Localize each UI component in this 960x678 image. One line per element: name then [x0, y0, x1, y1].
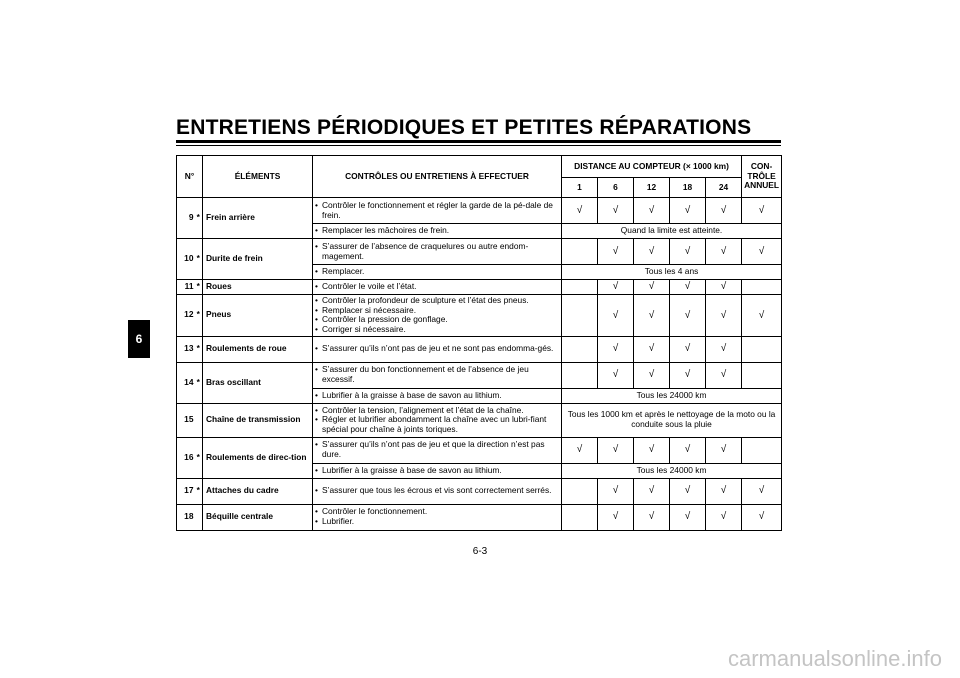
title-rule	[176, 140, 781, 143]
check-mark: √	[670, 280, 706, 295]
maintenance-table	[176, 155, 782, 531]
row-number: 9	[177, 198, 195, 239]
check-mark: √	[706, 336, 742, 362]
check-mark: √	[598, 478, 634, 504]
row-number: 18	[177, 504, 195, 530]
task-line: • Contrôler la pression de gonflage.	[315, 315, 559, 325]
task-line: • Remplacer si nécessaire.	[315, 306, 559, 316]
row-task	[313, 280, 562, 295]
row-number: 17	[177, 478, 195, 504]
row-item: Frein arrière	[203, 198, 313, 239]
row-task	[313, 388, 562, 403]
check-mark: √	[670, 239, 706, 265]
row-asterisk	[195, 403, 203, 437]
task-line: • S’assurer qu’ils n’ont pas de jeu et que la direction n’est pas dure.	[315, 440, 559, 459]
check-mark: √	[742, 504, 782, 530]
task-line: • Contrôler la profondeur de sculpture et l’état des pneus.	[315, 296, 559, 306]
row-task	[313, 239, 562, 265]
task-line: • S’assurer que tous les écrous et vis sont correctement serrés.	[315, 486, 559, 496]
empty-cell	[742, 280, 782, 295]
check-mark: √	[634, 198, 670, 224]
empty-cell	[562, 478, 598, 504]
interval-note: Tous les 1000 km et après le nettoyage de la moto ou la conduite sous la pluie	[562, 403, 782, 437]
check-mark: √	[670, 295, 706, 337]
row-task	[313, 336, 562, 362]
table-row	[177, 336, 782, 362]
empty-cell	[742, 336, 782, 362]
check-mark: √	[706, 239, 742, 265]
empty-cell	[562, 504, 598, 530]
row-number: 12	[177, 295, 195, 337]
row-task	[313, 463, 562, 478]
empty-cell	[742, 362, 782, 388]
empty-cell	[562, 280, 598, 295]
header-items: ÉLÉMENTS	[203, 156, 313, 198]
table-row	[177, 239, 782, 265]
table-row	[177, 504, 782, 530]
check-mark: √	[598, 280, 634, 295]
row-task	[313, 265, 562, 280]
table-row	[177, 362, 782, 388]
table-row	[177, 403, 782, 437]
table-row	[177, 478, 782, 504]
task-line: • Remplacer.	[315, 267, 559, 277]
row-asterisk: *	[195, 478, 203, 504]
row-item: Attaches du cadre	[203, 478, 313, 504]
row-task	[313, 504, 562, 530]
row-item: Roulements de roue	[203, 336, 313, 362]
task-line: • Lubrifier à la graisse à base de savon au lithium.	[315, 391, 559, 401]
check-mark: √	[706, 504, 742, 530]
check-mark: √	[706, 280, 742, 295]
row-task	[313, 478, 562, 504]
header-distance-col: 18	[670, 178, 706, 198]
check-mark: √	[742, 295, 782, 337]
header-checks: CONTRÔLES OU ENTRETIENS À EFFECTUER	[313, 156, 562, 198]
table-row	[177, 437, 782, 463]
task-line: • Lubrifier à la graisse à base de savon au lithium.	[315, 466, 559, 476]
check-mark: √	[742, 478, 782, 504]
check-mark: √	[706, 362, 742, 388]
task-line: • Lubrifier.	[315, 517, 559, 527]
row-task	[313, 437, 562, 463]
check-mark: √	[670, 478, 706, 504]
row-asterisk: *	[195, 295, 203, 337]
task-line: • Contrôler le fonctionnement.	[315, 507, 559, 517]
check-mark: √	[670, 336, 706, 362]
check-mark: √	[670, 198, 706, 224]
header-annual: CON-TRÔLE ANNUEL	[742, 156, 782, 198]
header-distance: DISTANCE AU COMPTEUR (× 1000 km)	[562, 156, 742, 178]
row-number: 11	[177, 280, 195, 295]
check-mark: √	[670, 504, 706, 530]
row-number: 10	[177, 239, 195, 280]
empty-cell	[562, 336, 598, 362]
check-mark: √	[634, 280, 670, 295]
interval-note: Tous les 24000 km	[562, 463, 782, 478]
check-mark: √	[670, 362, 706, 388]
row-number: 13	[177, 336, 195, 362]
check-mark: √	[634, 504, 670, 530]
table-row	[177, 295, 782, 337]
check-mark: √	[598, 295, 634, 337]
check-mark: √	[742, 198, 782, 224]
page-number: 6-3	[472, 546, 488, 557]
header-distance-col: 24	[706, 178, 742, 198]
row-item: Pneus	[203, 295, 313, 337]
watermark: carmanualsonline.info	[727, 646, 942, 671]
check-mark: √	[598, 336, 634, 362]
row-asterisk: *	[195, 437, 203, 478]
task-line: • S’assurer de l’absence de craquelures ou autre endom-magement.	[315, 242, 559, 261]
row-asterisk: *	[195, 362, 203, 403]
check-mark: √	[706, 478, 742, 504]
row-task	[313, 295, 562, 337]
check-mark: √	[598, 362, 634, 388]
task-line: • Régler et lubrifier abondamment la chaîne avec un lubri-fiant spécial pour chaîne à joints toriques.	[315, 415, 559, 434]
check-mark: √	[742, 239, 782, 265]
task-line: • S’assurer du bon fonctionnement et de l’absence de jeu excessif.	[315, 365, 559, 384]
header-distance-col: 1	[562, 178, 598, 198]
row-item: Durite de frein	[203, 239, 313, 280]
check-mark: √	[634, 478, 670, 504]
row-asterisk: *	[195, 336, 203, 362]
page-title: ENTRETIENS PÉRIODIQUES ET PETITES RÉPARATIONS	[176, 116, 752, 139]
header-num: N°	[177, 156, 203, 198]
row-item: Chaîne de transmission	[203, 403, 313, 437]
row-item: Roues	[203, 280, 313, 295]
task-line: • Contrôler le fonctionnement et régler la garde de la pé-dale de frein.	[315, 201, 559, 220]
check-mark: √	[598, 239, 634, 265]
task-line: • Contrôler la tension, l’alignement et l’état de la chaîne.	[315, 406, 559, 416]
check-mark: √	[634, 239, 670, 265]
check-mark: √	[634, 336, 670, 362]
interval-note: Tous les 24000 km	[562, 388, 782, 403]
check-mark: √	[562, 437, 598, 463]
task-line: • Remplacer les mâchoires de frein.	[315, 226, 559, 236]
row-item: Roulements de direc-tion	[203, 437, 313, 478]
chapter-tab: 6	[128, 320, 150, 358]
row-number: 15	[177, 403, 195, 437]
check-mark: √	[634, 295, 670, 337]
check-mark: √	[598, 504, 634, 530]
empty-cell	[742, 437, 782, 463]
interval-note: Quand la limite est atteinte.	[562, 224, 782, 239]
row-task	[313, 224, 562, 239]
title-rule-thin	[176, 145, 781, 146]
check-mark: √	[562, 198, 598, 224]
row-item: Bras oscillant	[203, 362, 313, 403]
task-line: • Corriger si nécessaire.	[315, 325, 559, 335]
empty-cell	[562, 239, 598, 265]
header-distance-col: 6	[598, 178, 634, 198]
check-mark: √	[670, 437, 706, 463]
empty-cell	[562, 362, 598, 388]
row-asterisk: *	[195, 239, 203, 280]
task-line: • S’assurer qu’ils n’ont pas de jeu et ne sont pas endomma-gés.	[315, 344, 559, 354]
row-asterisk: *	[195, 198, 203, 239]
row-number: 16	[177, 437, 195, 478]
row-number: 14	[177, 362, 195, 403]
row-task	[313, 362, 562, 388]
check-mark: √	[706, 198, 742, 224]
row-item: Béquille centrale	[203, 504, 313, 530]
table-row	[177, 280, 782, 295]
check-mark: √	[634, 437, 670, 463]
table-row	[177, 198, 782, 224]
check-mark: √	[706, 295, 742, 337]
header-distance-col: 12	[634, 178, 670, 198]
interval-note: Tous les 4 ans	[562, 265, 782, 280]
check-mark: √	[598, 437, 634, 463]
empty-cell	[562, 295, 598, 337]
row-asterisk	[195, 504, 203, 530]
task-line: • Contrôler le voile et l’état.	[315, 282, 559, 292]
row-task	[313, 198, 562, 224]
check-mark: √	[634, 362, 670, 388]
row-asterisk: *	[195, 280, 203, 295]
check-mark: √	[706, 437, 742, 463]
row-task	[313, 403, 562, 437]
check-mark: √	[598, 198, 634, 224]
